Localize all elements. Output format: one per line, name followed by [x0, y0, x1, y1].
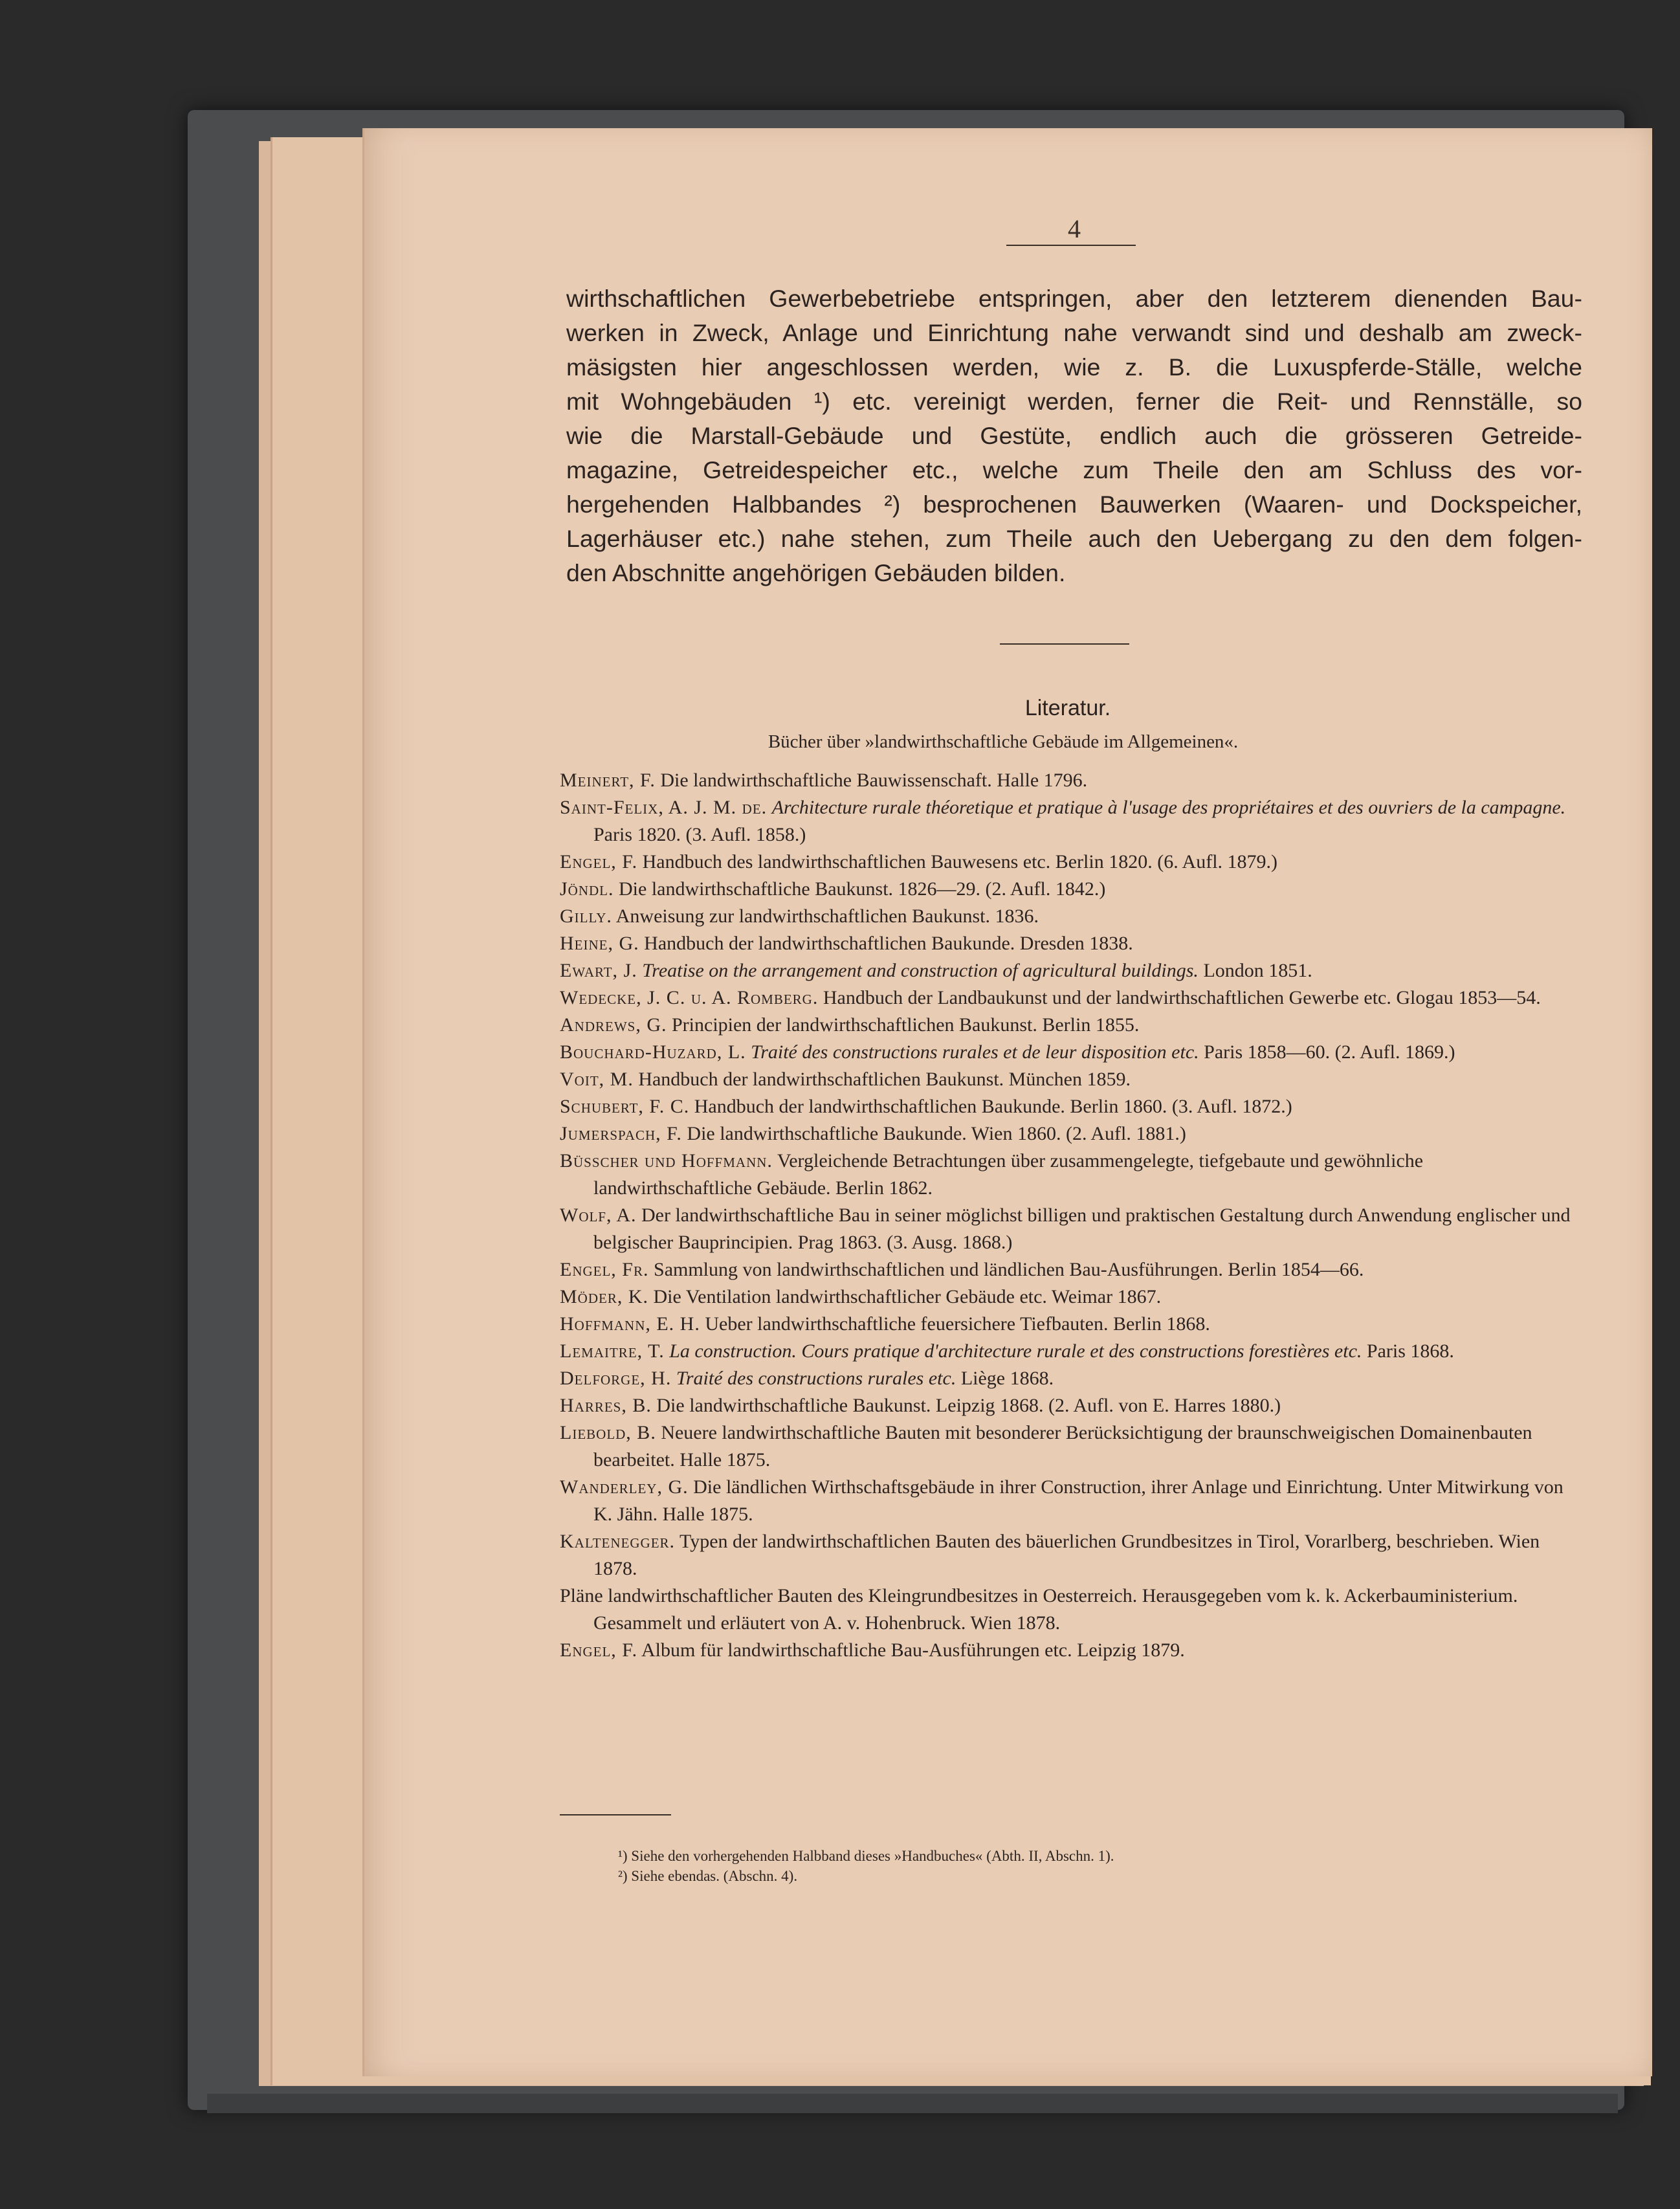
bibliography-entry — [560, 1528, 1579, 1582]
bibliography-entry — [560, 794, 1579, 849]
entry-text: Handbuch der Landbaukunst und der landwirthschaftlichen Gewerbe etc. Glogau 1853—54. — [823, 987, 1541, 1008]
bibliography-entry — [560, 1419, 1579, 1474]
entry-text: Handbuch des landwirthschaftlichen Bauwesens etc. Berlin 1820. (6. Aufl. 1879.) — [642, 851, 1278, 872]
entry-author: Saint-Felix, A. J. M. de. — [560, 797, 768, 818]
bibliography-entry — [560, 984, 1579, 1012]
bibliography-entry — [560, 1066, 1579, 1093]
entry-author: Harres, B. — [560, 1395, 652, 1416]
entry-author: Bouchard-Huzard, L. — [560, 1041, 746, 1063]
entry-author: Engel, F. — [560, 1639, 638, 1661]
entry-author: Liebold, B. — [560, 1422, 656, 1443]
body-line: werken in Zweck, Anlage und Einrichtung nahe verwandt sind und deshalb am zweck- — [566, 319, 1582, 346]
entry-author: Jöndl. — [560, 878, 614, 900]
body-line: wirthschaftlichen Gewerbebetriebe entspringen, aber den letzterem dienenden Bau- — [566, 285, 1582, 312]
entry-author: Wanderley, G. — [560, 1476, 689, 1498]
entry-text: Die landwirthschaftliche Baukunde. Wien 1860. (2. Aufl. 1881.) — [687, 1123, 1186, 1144]
entry-text: Sammlung von landwirthschaftlichen und ländlichen Bau-Ausführungen. Berlin 1854—66. — [654, 1259, 1364, 1280]
entry-text: Typen der landwirthschaftlichen Bauten des bäuerlichen Grundbesitzes in Tirol, Vorarlberg, beschrieben. Wien 1878. — [593, 1531, 1540, 1579]
bibliography-entry — [560, 1148, 1579, 1202]
bibliography-entry — [560, 1582, 1579, 1637]
entry-text: Handbuch der landwirthschaftlichen Baukunde. Dresden 1838. — [644, 933, 1133, 954]
entry-text: Handbuch der landwirthschaftlichen Baukunst. München 1859. — [638, 1069, 1131, 1090]
entry-author: Ewart, J. — [560, 960, 637, 981]
body-paragraph — [566, 282, 1582, 590]
body-line: magazine, Getreidespeicher etc., welche zum Theile den am Schluss des vor- — [566, 456, 1582, 483]
entry-author: Büsscher und Hoffmann. — [560, 1150, 773, 1171]
entry-text: Die landwirthschaftliche Bauwissenschaft. Halle 1796. — [660, 770, 1088, 791]
entry-text: Die landwirthschaftliche Baukunst. 1826—29. (2. Aufl. 1842.) — [619, 878, 1106, 900]
entry-text: Album für landwirthschaftliche Bau-Ausführungen etc. Leipzig 1879. — [641, 1639, 1185, 1661]
entry-author: Hoffmann, E. H. — [560, 1313, 700, 1335]
entry-author: Engel, Fr. — [560, 1259, 649, 1280]
bibliography-entry — [560, 1392, 1579, 1419]
bibliography-entry — [560, 767, 1579, 794]
bibliography-entry — [560, 930, 1579, 957]
bibliography-entry — [560, 1120, 1579, 1148]
body-line: den Abschnitte angehörigen Gebäuden bilden. — [566, 559, 1066, 586]
entry-author: Delforge, H. — [560, 1368, 672, 1389]
bibliography-entry — [560, 849, 1579, 876]
entry-title-italic: Architecture rurale théoretique et pratique à l'usage des propriétaires et des ouvriers de la campagne. — [771, 797, 1566, 818]
bibliography-entry — [560, 1256, 1579, 1283]
entry-text: Der landwirthschaftliche Bau in seiner möglichst billigen und praktischen Gestaltung durch Anwendung englischer und belgischer Bauprincipien. Prag 1863. (3. Ausg. 1868.) — [593, 1204, 1571, 1253]
entry-text: Paris 1858—60. (2. Aufl. 1869.) — [1204, 1041, 1455, 1063]
entry-author: Kaltenegger. — [560, 1531, 676, 1552]
bibliography-entry — [560, 1039, 1579, 1066]
entry-text: Die landwirthschaftliche Baukunst. Leipzig 1868. (2. Aufl. von E. Harres 1880.) — [656, 1395, 1281, 1416]
entry-author: Wolf, A. — [560, 1204, 637, 1226]
body-line: Lagerhäuser etc.) nahe stehen, zum Theile auch den Uebergang zu den dem folgen- — [566, 525, 1582, 552]
book-cover-edge — [207, 2094, 1618, 2113]
bibliography-entry — [560, 903, 1579, 930]
bibliography-entry — [560, 876, 1579, 903]
bibliography-entry — [560, 957, 1579, 984]
footnote-rule — [560, 1814, 671, 1815]
literature-heading: Literatur. — [1024, 696, 1111, 720]
footnote: ²) Siehe ebendas. (Abschn. 4). — [618, 1868, 798, 1884]
entry-text: Pläne landwirthschaftlicher Bauten des Kleingrundbesitzes in Oesterreich. Herausgegeben vom k. k. Ackerbauministerium. Gesammelt und erläutert von A. v. Hohenbruck. Wien 1878. — [560, 1585, 1518, 1634]
footnote: ¹) Siehe den vorhergehenden Halbband dieses »Handbuches« (Abth. II, Abschn. 1). — [618, 1848, 1114, 1864]
body-line: hergehenden Halbbandes ²) besprochenen Bauwerken (Waaren- und Dockspeicher, — [566, 491, 1582, 518]
entry-text: London 1851. — [1203, 960, 1312, 981]
entry-text: Liège 1868. — [960, 1368, 1054, 1389]
bibliography-entry — [560, 1365, 1579, 1392]
entry-author: Heine, G. — [560, 933, 639, 954]
bibliography-entry — [560, 1202, 1579, 1256]
bibliography-entry — [560, 1311, 1579, 1338]
body-line: wie die Marstall-Gebäude und Gestüte, endlich auch die grösseren Getreide- — [566, 422, 1582, 449]
entry-author: Möder, K. — [560, 1286, 649, 1307]
entry-text: Die ländlichen Wirthschaftsgebäude in ihrer Construction, ihrer Anlage und Einrichtung. Unter Mitwirkung von K. Jähn. Halle 1875. — [593, 1476, 1564, 1525]
bibliography-entry — [560, 1474, 1579, 1528]
entry-text: Principien der landwirthschaftlichen Baukunst. Berlin 1855. — [672, 1014, 1140, 1036]
bibliography-entry — [560, 1637, 1579, 1664]
entry-text: Paris 1868. — [1366, 1340, 1454, 1362]
entry-title-italic: Traité des constructions rurales etc. — [676, 1368, 956, 1389]
entry-text: Paris 1820. (3. Aufl. 1858.) — [593, 824, 806, 845]
entry-title-italic: La construction. Cours pratique d'architecture rurale et des constructions forestières etc. — [669, 1340, 1362, 1362]
body-line: mäsigsten hier angeschlossen werden, wie z. B. die Luxuspferde-Ställe, welche — [566, 353, 1582, 381]
entry-title-italic: Treatise on the arrangement and construction of agricultural buildings. — [642, 960, 1199, 981]
entry-author: Gilly. — [560, 905, 612, 927]
entry-author: Andrews, G. — [560, 1014, 667, 1036]
bibliography-entry — [560, 1283, 1579, 1311]
entry-author: Engel, F. — [560, 851, 638, 872]
entry-text: Anweisung zur landwirthschaftlichen Baukunst. 1836. — [615, 905, 1039, 927]
page-number: 4 — [1068, 214, 1081, 243]
page-number-rule — [1006, 245, 1136, 246]
bibliography-entry — [560, 1012, 1579, 1039]
entry-author: Lemaitre, T. — [560, 1340, 665, 1362]
bibliography-entry — [560, 1093, 1579, 1120]
entry-text: Neuere landwirthschaftliche Bauten mit besonderer Berücksichtigung der braunschweigischen Domainenbauten bearbeitet. Halle 1875. — [593, 1422, 1532, 1471]
entry-author: Meinert, F. — [560, 770, 656, 791]
entry-title-italic: Traité des constructions rurales et de leur disposition etc. — [751, 1041, 1199, 1063]
footnotes — [618, 1846, 1395, 1886]
entry-author: Schubert, F. C. — [560, 1096, 690, 1117]
section-divider — [1000, 643, 1129, 645]
entry-author: Wedecke, J. C. u. A. Romberg. — [560, 987, 819, 1008]
entry-text: Die Ventilation landwirthschaftlicher Gebäude etc. Weimar 1867. — [653, 1286, 1162, 1307]
entry-author: Voit, M. — [560, 1069, 634, 1090]
entry-text: Vergleichende Betrachtungen über zusammengelegte, tiefgebaute und gewöhnliche landwirthschaftliche Gebäude. Berlin 1862. — [593, 1150, 1424, 1199]
entry-text: Ueber landwirthschaftliche feuersichere Tiefbauten. Berlin 1868. — [705, 1313, 1210, 1335]
literature-subheading: Bücher über »landwirthschaftliche Gebäude im Allgemeinen«. — [768, 731, 1239, 752]
entry-text: Handbuch der landwirthschaftlichen Baukunde. Berlin 1860. (3. Aufl. 1872.) — [694, 1096, 1292, 1117]
bibliography-entry — [560, 1338, 1579, 1365]
bibliography-list — [560, 767, 1579, 1664]
body-line: mit Wohngebäuden ¹) etc. vereinigt werden, ferner die Reit- und Rennställe, so — [566, 388, 1582, 415]
entry-author: Jumerspach, F. — [560, 1123, 682, 1144]
